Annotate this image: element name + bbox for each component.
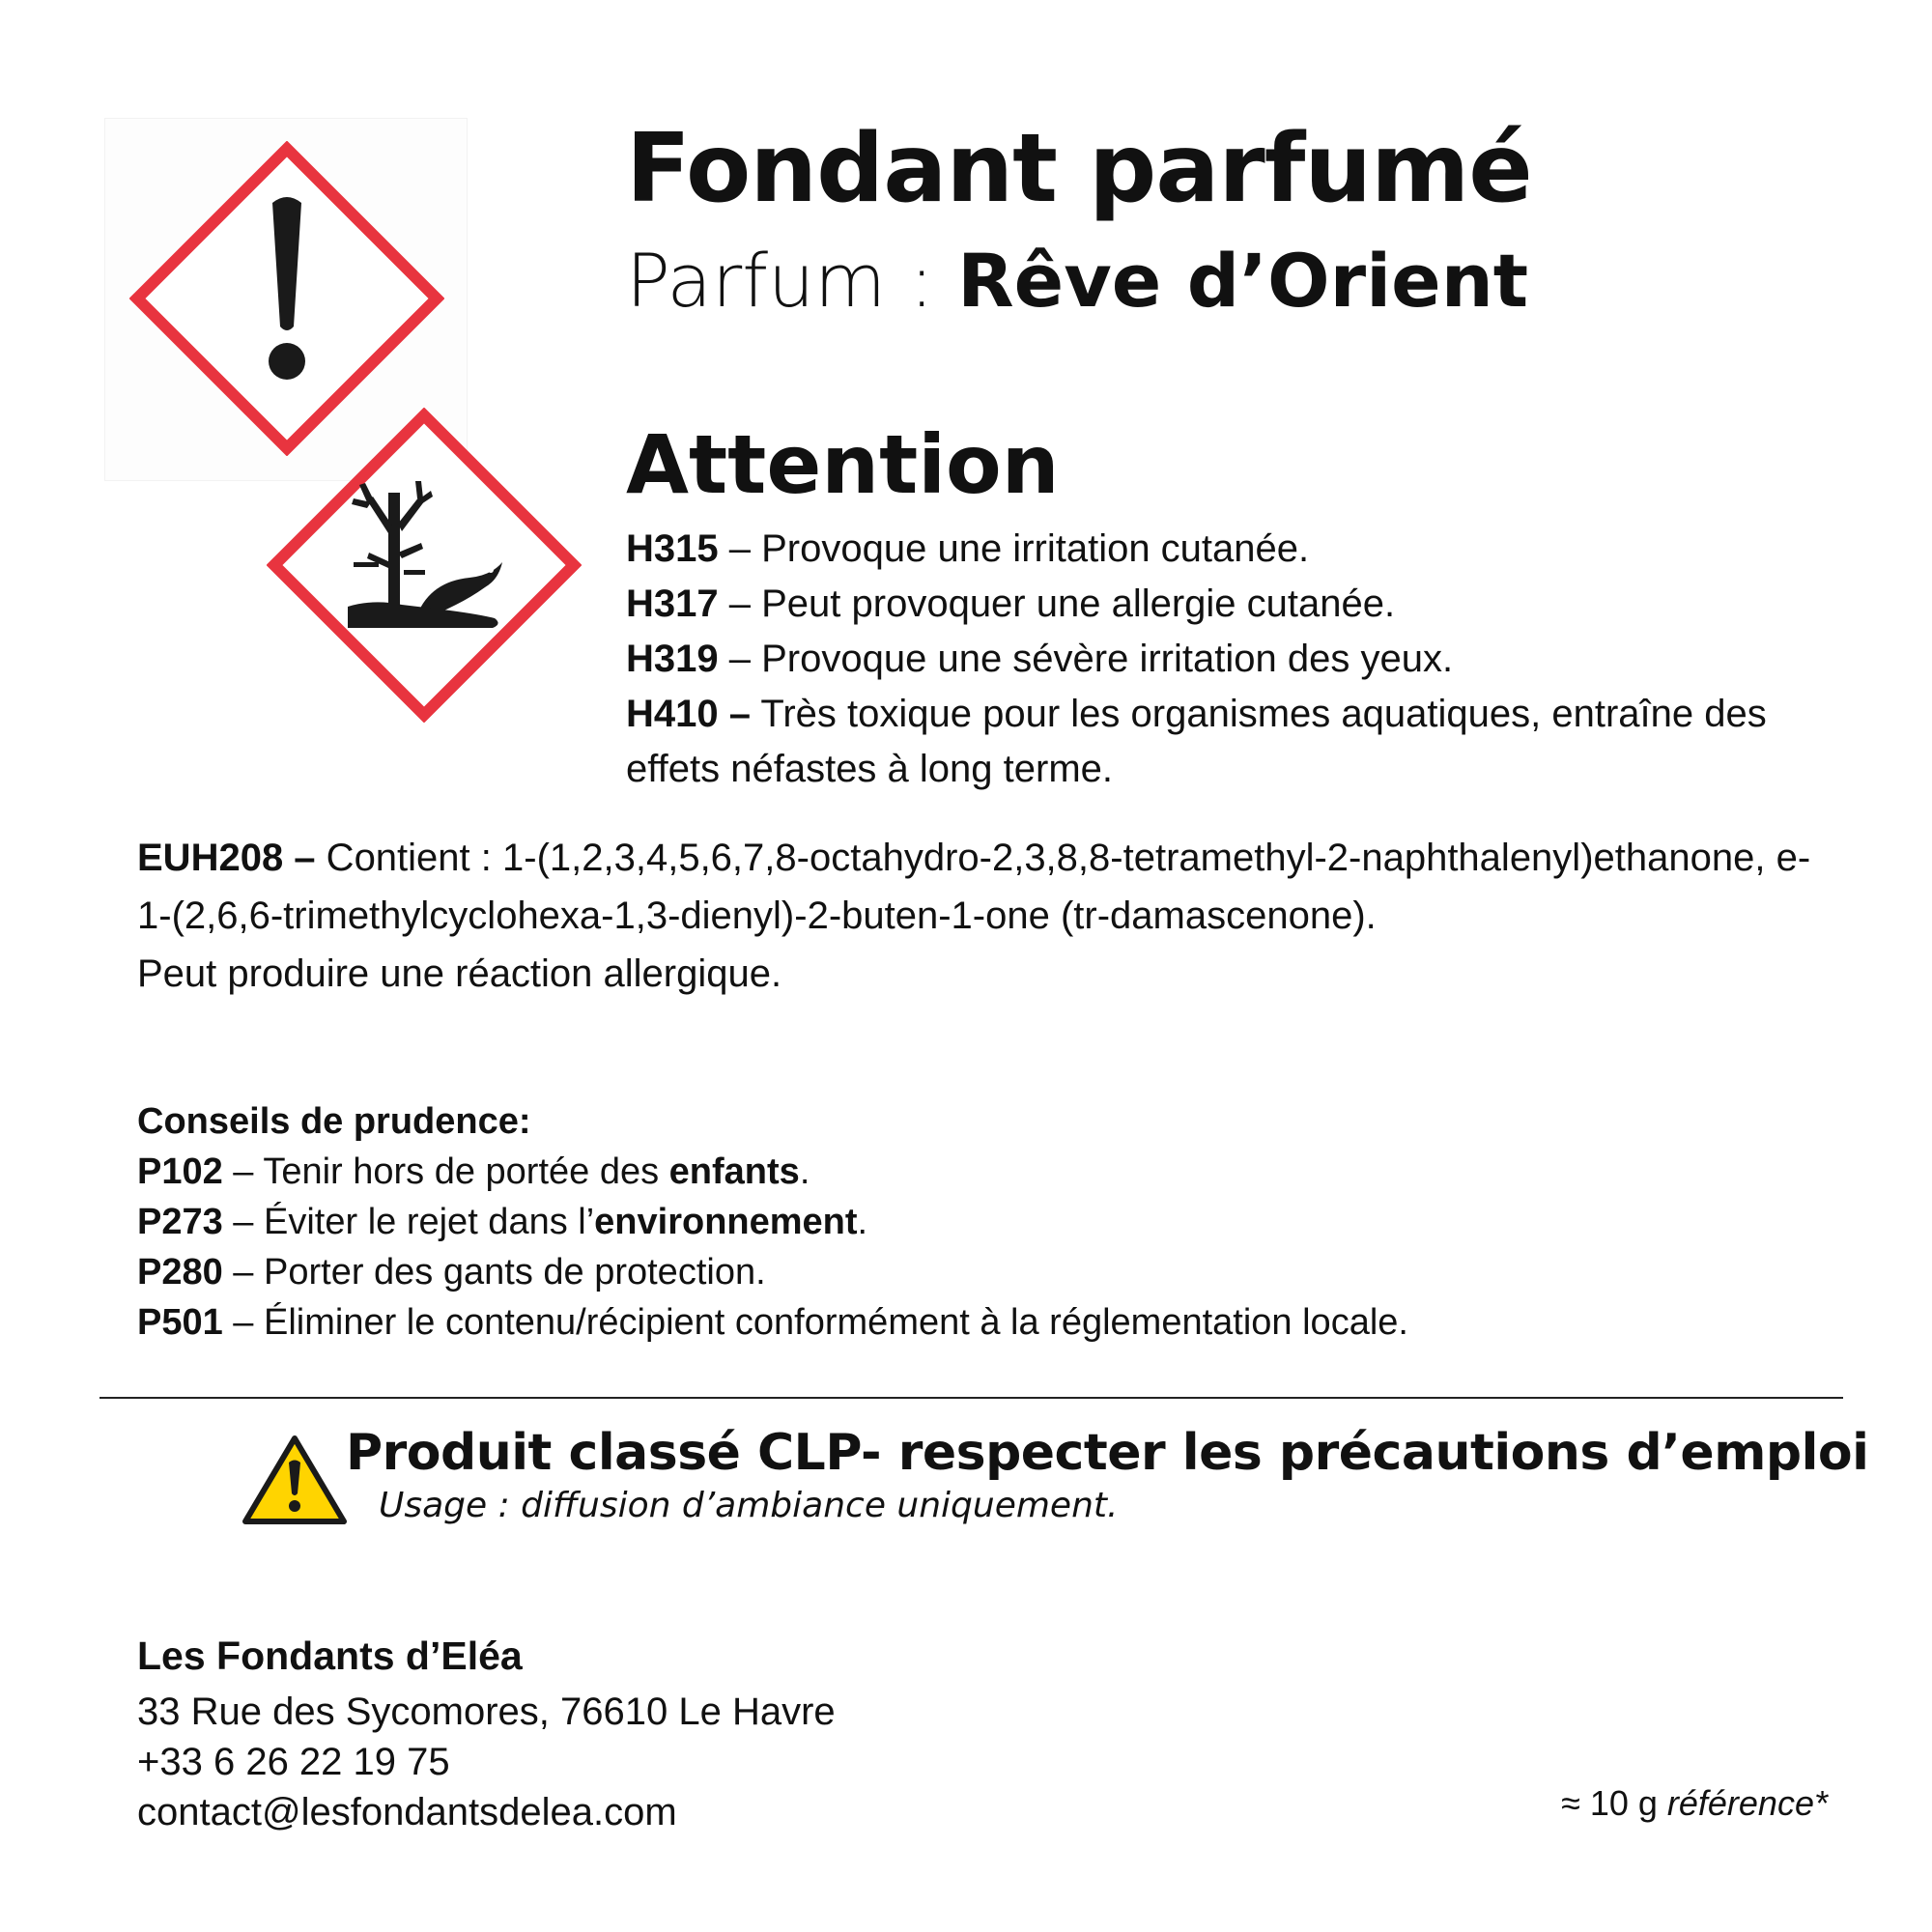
precaution-code: P501 <box>137 1302 223 1343</box>
hazard-statement-h317 <box>626 577 1833 632</box>
clp-usage: Usage : diffusion d’ambiance uniquement. <box>379 1486 1119 1525</box>
hazard-text: Peut provoquer une allergie cutanée. <box>761 582 1396 625</box>
precaution-text: – Éliminer le contenu/récipient conformément à la réglementation locale. <box>222 1302 1408 1343</box>
hazard-code: H315 <box>626 527 719 570</box>
hazard-separator <box>751 693 760 735</box>
weight-label: référence* <box>1666 1783 1828 1823</box>
company-email: contact@lesfondantsdelea.com <box>137 1791 677 1833</box>
euh208-note: Peut produire une réaction allergique. <box>137 952 782 995</box>
hazard-text: Provoque une irritation cutanée. <box>761 527 1310 570</box>
hazard-code: H317 <box>626 582 719 625</box>
hazard-statement-h315 <box>626 522 1833 577</box>
euh208-body <box>137 829 1818 945</box>
precaution-p280 <box>137 1247 1818 1297</box>
weight-amount: ≈ 10 g <box>1561 1783 1667 1823</box>
precaution-end: . <box>857 1202 868 1242</box>
hazard-separator: – <box>718 638 762 680</box>
company-name: Les Fondants d’Eléa <box>137 1634 523 1678</box>
precaution-code: P273 <box>137 1202 223 1242</box>
precautions-heading <box>137 1096 1818 1147</box>
precaution-end: . <box>799 1151 810 1192</box>
precaution-text: – Porter des gants de protection. <box>222 1252 766 1293</box>
fragrance-name: Rêve d’Orient <box>957 238 1529 324</box>
hazard-separator: – <box>718 527 762 570</box>
company-address: 33 Rue des Sycomores, 76610 Le Havre <box>137 1690 836 1733</box>
precaution-p102 <box>137 1147 1818 1197</box>
precautionary-statements <box>137 1096 1818 1348</box>
company-phone: +33 6 26 22 19 75 <box>137 1741 450 1783</box>
clp-notice-title: Produit classé CLP- respecter les précautions d’emploi <box>346 1424 1869 1482</box>
precaution-text: – Éviter le rejet dans l’ <box>222 1202 595 1242</box>
euh208-text: Contient : 1-(1,2,3,4,5,6,7,8-octahydro-2,3,8,8-tetramethyl-2-naphthalenyl)ethanone, e-1-(2,6,6-trimethylcyclohexa-1,3-dienyl)-2-buten-1-one (tr-damascenone). <box>137 837 1811 937</box>
hazard-statements <box>626 522 1833 797</box>
hazard-statement-h410 <box>626 687 1833 797</box>
precaution-emphasis: enfants <box>668 1151 800 1192</box>
euh208-statement <box>137 829 1818 1003</box>
net-weight <box>1561 1783 1828 1824</box>
product-title: Fondant parfumé <box>626 114 1532 224</box>
precaution-emphasis: environnement <box>594 1202 858 1242</box>
precaution-p273 <box>137 1197 1818 1247</box>
precautions-heading-text: Conseils de prudence: <box>137 1101 531 1142</box>
company-info <box>137 1631 836 1837</box>
precaution-text: – Tenir hors de portée des <box>222 1151 669 1192</box>
hazard-statement-h319 <box>626 632 1833 687</box>
fragrance-prefix: Parfum : <box>626 238 958 324</box>
hazard-code: H319 <box>626 638 719 680</box>
hazard-code: H410 – <box>626 693 751 735</box>
environment-hazard-icon <box>267 408 582 723</box>
fragrance-line <box>626 238 1528 324</box>
precaution-code: P102 <box>137 1151 223 1192</box>
signal-word: Attention <box>626 417 1060 512</box>
hazard-text: Provoque une sévère irritation des yeux. <box>761 638 1454 680</box>
euh208-code: EUH208 – <box>137 837 316 879</box>
section-divider <box>99 1397 1843 1399</box>
hazard-text: Très toxique pour les organismes aquatiques, entraîne des effets néfastes à long terme. <box>626 693 1767 790</box>
precaution-p501 <box>137 1297 1818 1348</box>
warning-triangle-icon <box>242 1434 348 1526</box>
hazard-separator: – <box>718 582 762 625</box>
precaution-code: P280 <box>137 1252 223 1293</box>
